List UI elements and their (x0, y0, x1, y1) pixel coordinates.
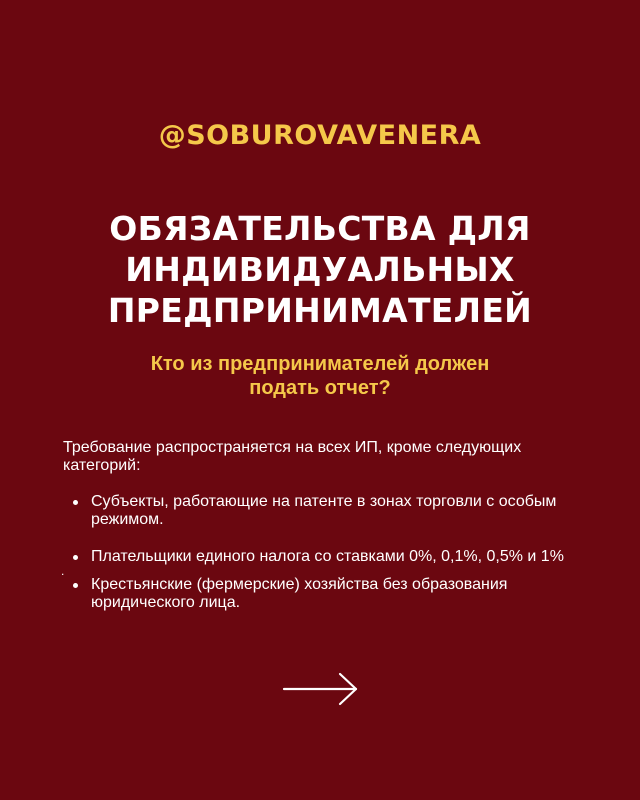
list-item-text: Субъекты, работающие на патенте в зонах торговли с особым режимом. (91, 493, 557, 528)
arrow-right-icon[interactable] (282, 672, 360, 706)
list-item (63, 493, 603, 529)
title-line-3: ПРЕДПРИНИМАТЕЛЕЙ (107, 291, 533, 330)
list-item (63, 576, 603, 612)
list-item-text: Плательщики единого налога со ставками 0%, 0,1%, 0,5% и 1% (91, 548, 564, 565)
author-handle: @SOBUROVAVENERA (158, 120, 482, 151)
list-item (63, 548, 603, 566)
stray-period: . (61, 564, 65, 578)
page-title (0, 208, 640, 331)
subtitle-line-2: подать отчет? (249, 377, 391, 399)
list-item-text: Крестьянские (фермерские) хозяйства без образования юридического лица. (91, 576, 508, 611)
exemption-list (63, 493, 603, 612)
intro-text: Требование распространяется на всех ИП, кроме следующих категорий: (63, 439, 522, 474)
title-line-2: ИНДИВИДУАЛЬНЫХ (125, 250, 515, 289)
bullet-icon (73, 500, 78, 505)
subtitle-line-1: Кто из предпринимателей должен (150, 353, 490, 375)
subtitle (0, 352, 640, 400)
bullet-icon (73, 583, 78, 588)
bullet-icon (73, 555, 78, 560)
title-line-1: ОБЯЗАТЕЛЬСТВА ДЛЯ (109, 209, 531, 248)
